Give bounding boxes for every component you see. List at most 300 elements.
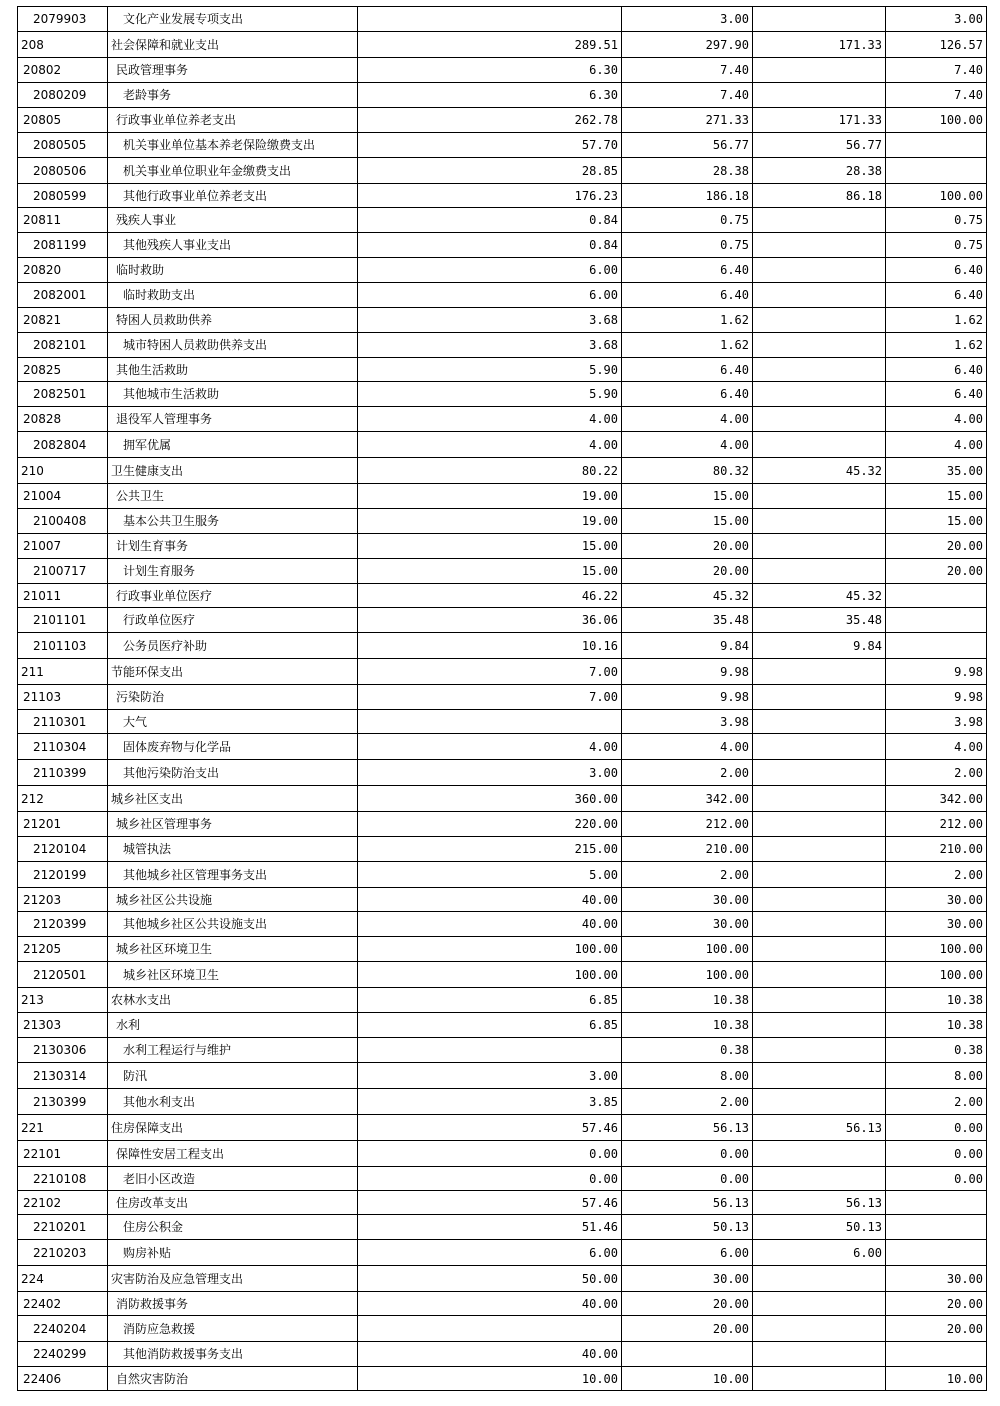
basic-expenditure-cell bbox=[753, 837, 886, 862]
subject-code-cell: 22101 bbox=[18, 1141, 108, 1167]
table-row bbox=[18, 283, 987, 308]
current-year-amount-cell: 9.84 bbox=[622, 633, 753, 659]
subject-code-cell: 2082101 bbox=[18, 333, 108, 358]
subject-name-cell: 住房保障支出 bbox=[108, 1115, 358, 1141]
basic-expenditure-cell bbox=[753, 1013, 886, 1038]
project-expenditure-cell: 2.00 bbox=[886, 760, 987, 786]
subject-code-cell: 2110301 bbox=[18, 710, 108, 734]
project-expenditure-cell: 0.75 bbox=[886, 233, 987, 258]
prior-year-amount-cell: 6.00 bbox=[358, 1240, 622, 1266]
subject-code-cell: 2110399 bbox=[18, 760, 108, 786]
basic-expenditure-cell bbox=[753, 534, 886, 559]
subject-code-cell: 21303 bbox=[18, 1013, 108, 1038]
current-year-amount-cell: 0.38 bbox=[622, 1038, 753, 1063]
prior-year-amount-cell: 176.23 bbox=[358, 184, 622, 208]
basic-expenditure-cell: 45.32 bbox=[753, 458, 886, 484]
subject-name-cell: 临时救助 bbox=[108, 258, 358, 283]
current-year-amount-cell: 7.40 bbox=[622, 83, 753, 108]
subject-name-cell: 行政事业单位医疗 bbox=[108, 584, 358, 608]
current-year-amount-cell: 8.00 bbox=[622, 1063, 753, 1089]
basic-expenditure-cell bbox=[753, 685, 886, 710]
table-row bbox=[18, 158, 987, 184]
prior-year-amount-cell: 40.00 bbox=[358, 912, 622, 937]
prior-year-amount-cell: 6.85 bbox=[358, 1013, 622, 1038]
project-expenditure-cell: 3.98 bbox=[886, 710, 987, 734]
current-year-amount-cell: 56.13 bbox=[622, 1115, 753, 1141]
current-year-amount-cell: 297.90 bbox=[622, 32, 753, 58]
table-row bbox=[18, 1115, 987, 1141]
subject-name-cell: 老旧小区改造 bbox=[108, 1167, 358, 1191]
prior-year-amount-cell: 46.22 bbox=[358, 584, 622, 608]
prior-year-amount-cell: 3.68 bbox=[358, 308, 622, 333]
prior-year-amount-cell: 50.00 bbox=[358, 1266, 622, 1292]
prior-year-amount-cell: 36.06 bbox=[358, 608, 622, 633]
subject-name-cell: 城乡社区公共设施 bbox=[108, 888, 358, 912]
basic-expenditure-cell: 56.13 bbox=[753, 1115, 886, 1141]
table-row bbox=[18, 1191, 987, 1215]
subject-name-cell: 临时救助支出 bbox=[108, 283, 358, 308]
current-year-amount-cell: 9.98 bbox=[622, 659, 753, 685]
subject-name-cell: 基本公共卫生服务 bbox=[108, 509, 358, 534]
table-row bbox=[18, 1240, 987, 1266]
subject-code-cell: 21103 bbox=[18, 685, 108, 710]
table-row bbox=[18, 1167, 987, 1191]
project-expenditure-cell: 4.00 bbox=[886, 734, 987, 760]
current-year-amount-cell: 0.00 bbox=[622, 1141, 753, 1167]
table-row bbox=[18, 407, 987, 432]
basic-expenditure-cell bbox=[753, 812, 886, 837]
subject-name-cell: 拥军优属 bbox=[108, 432, 358, 458]
subject-code-cell: 21004 bbox=[18, 484, 108, 509]
table-row bbox=[18, 1292, 987, 1316]
project-expenditure-cell: 10.00 bbox=[886, 1367, 987, 1391]
subject-name-cell: 固体废弃物与化学品 bbox=[108, 734, 358, 760]
current-year-amount-cell: 3.98 bbox=[622, 710, 753, 734]
prior-year-amount-cell: 15.00 bbox=[358, 534, 622, 559]
subject-name-cell: 购房补贴 bbox=[108, 1240, 358, 1266]
subject-code-cell: 21203 bbox=[18, 888, 108, 912]
subject-code-cell: 2120104 bbox=[18, 837, 108, 862]
project-expenditure-cell: 30.00 bbox=[886, 912, 987, 937]
basic-expenditure-cell bbox=[753, 1089, 886, 1115]
basic-expenditure-cell bbox=[753, 83, 886, 108]
subject-name-cell: 其他城市生活救助 bbox=[108, 382, 358, 407]
prior-year-amount-cell: 6.30 bbox=[358, 83, 622, 108]
current-year-amount-cell: 45.32 bbox=[622, 584, 753, 608]
project-expenditure-cell: 30.00 bbox=[886, 1266, 987, 1292]
project-expenditure-cell: 0.00 bbox=[886, 1141, 987, 1167]
basic-expenditure-cell bbox=[753, 1038, 886, 1063]
table-row bbox=[18, 937, 987, 962]
basic-expenditure-cell bbox=[753, 1316, 886, 1342]
subject-code-cell: 21201 bbox=[18, 812, 108, 837]
project-expenditure-cell bbox=[886, 584, 987, 608]
subject-name-cell: 特困人员救助供养 bbox=[108, 308, 358, 333]
basic-expenditure-cell bbox=[753, 308, 886, 333]
current-year-amount-cell: 342.00 bbox=[622, 786, 753, 812]
table-row bbox=[18, 509, 987, 534]
project-expenditure-cell: 9.98 bbox=[886, 685, 987, 710]
project-expenditure-cell: 4.00 bbox=[886, 432, 987, 458]
prior-year-amount-cell: 6.30 bbox=[358, 58, 622, 83]
current-year-amount-cell: 9.98 bbox=[622, 685, 753, 710]
prior-year-amount-cell bbox=[358, 1316, 622, 1342]
subject-name-cell: 保障性安居工程支出 bbox=[108, 1141, 358, 1167]
basic-expenditure-cell bbox=[753, 862, 886, 888]
current-year-amount-cell: 1.62 bbox=[622, 308, 753, 333]
subject-code-cell: 22102 bbox=[18, 1191, 108, 1215]
subject-code-cell: 2130314 bbox=[18, 1063, 108, 1089]
project-expenditure-cell: 210.00 bbox=[886, 837, 987, 862]
current-year-amount-cell: 20.00 bbox=[622, 534, 753, 559]
table-row bbox=[18, 1141, 987, 1167]
subject-name-cell: 其他污染防治支出 bbox=[108, 760, 358, 786]
basic-expenditure-cell: 171.33 bbox=[753, 32, 886, 58]
basic-expenditure-cell bbox=[753, 760, 886, 786]
basic-expenditure-cell bbox=[753, 1141, 886, 1167]
basic-expenditure-cell bbox=[753, 1266, 886, 1292]
basic-expenditure-cell bbox=[753, 333, 886, 358]
subject-name-cell: 消防应急救援 bbox=[108, 1316, 358, 1342]
subject-code-cell: 21205 bbox=[18, 937, 108, 962]
prior-year-amount-cell bbox=[358, 7, 622, 32]
table-row bbox=[18, 912, 987, 937]
current-year-amount-cell: 20.00 bbox=[622, 1292, 753, 1316]
subject-name-cell: 行政事业单位养老支出 bbox=[108, 108, 358, 133]
table-row bbox=[18, 608, 987, 633]
prior-year-amount-cell: 57.46 bbox=[358, 1115, 622, 1141]
table-row bbox=[18, 133, 987, 158]
subject-name-cell: 其他生活救助 bbox=[108, 358, 358, 382]
subject-code-cell: 20825 bbox=[18, 358, 108, 382]
subject-code-cell: 2082001 bbox=[18, 283, 108, 308]
subject-name-cell: 计划生育服务 bbox=[108, 559, 358, 584]
subject-name-cell: 残疾人事业 bbox=[108, 208, 358, 233]
subject-code-cell: 2080505 bbox=[18, 133, 108, 158]
prior-year-amount-cell: 57.46 bbox=[358, 1191, 622, 1215]
project-expenditure-cell: 100.00 bbox=[886, 962, 987, 988]
table-row bbox=[18, 559, 987, 584]
basic-expenditure-cell bbox=[753, 484, 886, 509]
prior-year-amount-cell: 5.90 bbox=[358, 358, 622, 382]
subject-name-cell: 其他残疾人事业支出 bbox=[108, 233, 358, 258]
table-row bbox=[18, 659, 987, 685]
basic-expenditure-cell bbox=[753, 1292, 886, 1316]
current-year-amount-cell: 4.00 bbox=[622, 432, 753, 458]
project-expenditure-cell: 10.38 bbox=[886, 988, 987, 1013]
prior-year-amount-cell: 57.70 bbox=[358, 133, 622, 158]
subject-code-cell: 2120399 bbox=[18, 912, 108, 937]
subject-code-cell: 22402 bbox=[18, 1292, 108, 1316]
prior-year-amount-cell: 10.00 bbox=[358, 1367, 622, 1391]
table-row bbox=[18, 108, 987, 133]
prior-year-amount-cell: 6.85 bbox=[358, 988, 622, 1013]
table-row bbox=[18, 258, 987, 283]
project-expenditure-cell bbox=[886, 1342, 987, 1367]
subject-name-cell: 防汛 bbox=[108, 1063, 358, 1089]
subject-name-cell: 住房改革支出 bbox=[108, 1191, 358, 1215]
basic-expenditure-cell bbox=[753, 888, 886, 912]
table-row bbox=[18, 633, 987, 659]
prior-year-amount-cell: 0.00 bbox=[358, 1141, 622, 1167]
table-row bbox=[18, 382, 987, 407]
subject-name-cell: 灾害防治及应急管理支出 bbox=[108, 1266, 358, 1292]
project-expenditure-cell: 1.62 bbox=[886, 333, 987, 358]
current-year-amount-cell: 80.32 bbox=[622, 458, 753, 484]
subject-name-cell: 其他城乡社区管理事务支出 bbox=[108, 862, 358, 888]
subject-code-cell: 224 bbox=[18, 1266, 108, 1292]
current-year-amount-cell: 4.00 bbox=[622, 734, 753, 760]
prior-year-amount-cell: 5.90 bbox=[358, 382, 622, 407]
current-year-amount-cell: 15.00 bbox=[622, 484, 753, 509]
subject-code-cell: 20805 bbox=[18, 108, 108, 133]
project-expenditure-cell: 100.00 bbox=[886, 108, 987, 133]
subject-name-cell: 城乡社区环境卫生 bbox=[108, 962, 358, 988]
project-expenditure-cell bbox=[886, 133, 987, 158]
prior-year-amount-cell: 40.00 bbox=[358, 1292, 622, 1316]
project-expenditure-cell: 8.00 bbox=[886, 1063, 987, 1089]
subject-code-cell: 2210203 bbox=[18, 1240, 108, 1266]
current-year-amount-cell: 6.40 bbox=[622, 283, 753, 308]
prior-year-amount-cell: 3.68 bbox=[358, 333, 622, 358]
subject-name-cell: 其他水利支出 bbox=[108, 1089, 358, 1115]
table-row bbox=[18, 432, 987, 458]
budget-table bbox=[17, 6, 987, 1391]
subject-code-cell: 212 bbox=[18, 786, 108, 812]
current-year-amount-cell: 3.00 bbox=[622, 7, 753, 32]
project-expenditure-cell: 100.00 bbox=[886, 184, 987, 208]
current-year-amount-cell: 28.38 bbox=[622, 158, 753, 184]
table-row bbox=[18, 1013, 987, 1038]
basic-expenditure-cell bbox=[753, 1063, 886, 1089]
table-row bbox=[18, 837, 987, 862]
subject-code-cell: 2240204 bbox=[18, 1316, 108, 1342]
current-year-amount-cell: 30.00 bbox=[622, 1266, 753, 1292]
prior-year-amount-cell: 40.00 bbox=[358, 1342, 622, 1367]
current-year-amount-cell: 50.13 bbox=[622, 1215, 753, 1240]
prior-year-amount-cell: 6.00 bbox=[358, 258, 622, 283]
project-expenditure-cell: 15.00 bbox=[886, 509, 987, 534]
current-year-amount-cell: 210.00 bbox=[622, 837, 753, 862]
subject-name-cell: 水利工程运行与维护 bbox=[108, 1038, 358, 1063]
prior-year-amount-cell: 100.00 bbox=[358, 962, 622, 988]
project-expenditure-cell: 0.38 bbox=[886, 1038, 987, 1063]
prior-year-amount-cell: 28.85 bbox=[358, 158, 622, 184]
subject-code-cell: 2100717 bbox=[18, 559, 108, 584]
current-year-amount-cell: 15.00 bbox=[622, 509, 753, 534]
current-year-amount-cell: 20.00 bbox=[622, 1316, 753, 1342]
basic-expenditure-cell bbox=[753, 233, 886, 258]
basic-expenditure-cell: 28.38 bbox=[753, 158, 886, 184]
table-row bbox=[18, 988, 987, 1013]
table-row bbox=[18, 83, 987, 108]
current-year-amount-cell: 30.00 bbox=[622, 888, 753, 912]
current-year-amount-cell: 56.13 bbox=[622, 1191, 753, 1215]
table-row bbox=[18, 1266, 987, 1292]
basic-expenditure-cell bbox=[753, 258, 886, 283]
table-row bbox=[18, 786, 987, 812]
subject-name-cell: 其他消防救援事务支出 bbox=[108, 1342, 358, 1367]
prior-year-amount-cell: 262.78 bbox=[358, 108, 622, 133]
subject-name-cell: 城乡社区支出 bbox=[108, 786, 358, 812]
project-expenditure-cell bbox=[886, 1191, 987, 1215]
project-expenditure-cell: 2.00 bbox=[886, 1089, 987, 1115]
current-year-amount-cell: 100.00 bbox=[622, 962, 753, 988]
prior-year-amount-cell: 0.00 bbox=[358, 1167, 622, 1191]
current-year-amount-cell: 0.00 bbox=[622, 1167, 753, 1191]
subject-name-cell: 公务员医疗补助 bbox=[108, 633, 358, 659]
subject-name-cell: 文化产业发展专项支出 bbox=[108, 7, 358, 32]
subject-name-cell: 自然灾害防治 bbox=[108, 1367, 358, 1391]
project-expenditure-cell: 1.62 bbox=[886, 308, 987, 333]
subject-code-cell: 20828 bbox=[18, 407, 108, 432]
prior-year-amount-cell: 3.00 bbox=[358, 760, 622, 786]
table-row bbox=[18, 584, 987, 608]
budget-table-body bbox=[18, 7, 987, 1391]
table-row bbox=[18, 333, 987, 358]
prior-year-amount-cell: 220.00 bbox=[358, 812, 622, 837]
table-row bbox=[18, 58, 987, 83]
project-expenditure-cell bbox=[886, 608, 987, 633]
basic-expenditure-cell bbox=[753, 382, 886, 407]
current-year-amount-cell: 2.00 bbox=[622, 862, 753, 888]
prior-year-amount-cell: 80.22 bbox=[358, 458, 622, 484]
project-expenditure-cell: 7.40 bbox=[886, 58, 987, 83]
subject-code-cell: 2101101 bbox=[18, 608, 108, 633]
subject-code-cell: 210 bbox=[18, 458, 108, 484]
basic-expenditure-cell bbox=[753, 1367, 886, 1391]
table-row bbox=[18, 458, 987, 484]
basic-expenditure-cell bbox=[753, 659, 886, 685]
basic-expenditure-cell bbox=[753, 432, 886, 458]
current-year-amount-cell: 100.00 bbox=[622, 937, 753, 962]
basic-expenditure-cell bbox=[753, 7, 886, 32]
basic-expenditure-cell: 35.48 bbox=[753, 608, 886, 633]
basic-expenditure-cell: 6.00 bbox=[753, 1240, 886, 1266]
project-expenditure-cell: 30.00 bbox=[886, 888, 987, 912]
subject-name-cell: 老龄事务 bbox=[108, 83, 358, 108]
current-year-amount-cell: 212.00 bbox=[622, 812, 753, 837]
prior-year-amount-cell: 19.00 bbox=[358, 484, 622, 509]
project-expenditure-cell bbox=[886, 1215, 987, 1240]
prior-year-amount-cell: 0.84 bbox=[358, 208, 622, 233]
prior-year-amount-cell: 5.00 bbox=[358, 862, 622, 888]
prior-year-amount-cell: 7.00 bbox=[358, 685, 622, 710]
subject-code-cell: 2079903 bbox=[18, 7, 108, 32]
subject-code-cell: 2101103 bbox=[18, 633, 108, 659]
prior-year-amount-cell: 4.00 bbox=[358, 407, 622, 432]
project-expenditure-cell: 10.38 bbox=[886, 1013, 987, 1038]
subject-name-cell: 机关事业单位基本养老保险缴费支出 bbox=[108, 133, 358, 158]
subject-name-cell: 卫生健康支出 bbox=[108, 458, 358, 484]
subject-code-cell: 22406 bbox=[18, 1367, 108, 1391]
current-year-amount-cell: 6.40 bbox=[622, 358, 753, 382]
project-expenditure-cell: 4.00 bbox=[886, 407, 987, 432]
project-expenditure-cell bbox=[886, 1240, 987, 1266]
subject-code-cell: 2100408 bbox=[18, 509, 108, 534]
prior-year-amount-cell: 215.00 bbox=[358, 837, 622, 862]
subject-code-cell: 20802 bbox=[18, 58, 108, 83]
subject-name-cell: 民政管理事务 bbox=[108, 58, 358, 83]
project-expenditure-cell: 100.00 bbox=[886, 937, 987, 962]
basic-expenditure-cell bbox=[753, 962, 886, 988]
subject-code-cell: 2120501 bbox=[18, 962, 108, 988]
project-expenditure-cell: 0.75 bbox=[886, 208, 987, 233]
table-row bbox=[18, 1063, 987, 1089]
project-expenditure-cell: 342.00 bbox=[886, 786, 987, 812]
project-expenditure-cell: 6.40 bbox=[886, 382, 987, 407]
table-row bbox=[18, 358, 987, 382]
subject-name-cell: 污染防治 bbox=[108, 685, 358, 710]
project-expenditure-cell: 15.00 bbox=[886, 484, 987, 509]
project-expenditure-cell: 2.00 bbox=[886, 862, 987, 888]
basic-expenditure-cell: 45.32 bbox=[753, 584, 886, 608]
prior-year-amount-cell: 360.00 bbox=[358, 786, 622, 812]
subject-name-cell: 其他行政事业单位养老支出 bbox=[108, 184, 358, 208]
subject-code-cell: 208 bbox=[18, 32, 108, 58]
subject-code-cell: 2120199 bbox=[18, 862, 108, 888]
project-expenditure-cell: 9.98 bbox=[886, 659, 987, 685]
subject-name-cell: 城管执法 bbox=[108, 837, 358, 862]
subject-name-cell: 城市特困人员救助供养支出 bbox=[108, 333, 358, 358]
subject-code-cell: 2110304 bbox=[18, 734, 108, 760]
prior-year-amount-cell: 3.85 bbox=[358, 1089, 622, 1115]
basic-expenditure-cell: 50.13 bbox=[753, 1215, 886, 1240]
basic-expenditure-cell bbox=[753, 407, 886, 432]
current-year-amount-cell bbox=[622, 1342, 753, 1367]
current-year-amount-cell: 2.00 bbox=[622, 760, 753, 786]
basic-expenditure-cell bbox=[753, 734, 886, 760]
current-year-amount-cell: 0.75 bbox=[622, 208, 753, 233]
project-expenditure-cell: 6.40 bbox=[886, 283, 987, 308]
subject-name-cell: 节能环保支出 bbox=[108, 659, 358, 685]
subject-code-cell: 2082501 bbox=[18, 382, 108, 407]
prior-year-amount-cell: 19.00 bbox=[358, 509, 622, 534]
basic-expenditure-cell bbox=[753, 559, 886, 584]
project-expenditure-cell: 3.00 bbox=[886, 7, 987, 32]
subject-code-cell: 2210201 bbox=[18, 1215, 108, 1240]
table-row bbox=[18, 862, 987, 888]
current-year-amount-cell: 2.00 bbox=[622, 1089, 753, 1115]
project-expenditure-cell: 20.00 bbox=[886, 534, 987, 559]
current-year-amount-cell: 7.40 bbox=[622, 58, 753, 83]
subject-code-cell: 2082804 bbox=[18, 432, 108, 458]
subject-code-cell: 2240299 bbox=[18, 1342, 108, 1367]
project-expenditure-cell: 35.00 bbox=[886, 458, 987, 484]
basic-expenditure-cell bbox=[753, 58, 886, 83]
prior-year-amount-cell: 4.00 bbox=[358, 432, 622, 458]
table-row bbox=[18, 1038, 987, 1063]
basic-expenditure-cell bbox=[753, 988, 886, 1013]
subject-name-cell: 退役军人管理事务 bbox=[108, 407, 358, 432]
project-expenditure-cell: 6.40 bbox=[886, 258, 987, 283]
current-year-amount-cell: 6.00 bbox=[622, 1240, 753, 1266]
table-row bbox=[18, 888, 987, 912]
subject-code-cell: 2080209 bbox=[18, 83, 108, 108]
subject-name-cell: 大气 bbox=[108, 710, 358, 734]
basic-expenditure-cell bbox=[753, 710, 886, 734]
subject-name-cell: 住房公积金 bbox=[108, 1215, 358, 1240]
table-row bbox=[18, 534, 987, 559]
prior-year-amount-cell: 6.00 bbox=[358, 283, 622, 308]
project-expenditure-cell: 0.00 bbox=[886, 1115, 987, 1141]
basic-expenditure-cell bbox=[753, 208, 886, 233]
prior-year-amount-cell: 10.16 bbox=[358, 633, 622, 659]
project-expenditure-cell: 20.00 bbox=[886, 1292, 987, 1316]
current-year-amount-cell: 10.38 bbox=[622, 988, 753, 1013]
subject-code-cell: 21011 bbox=[18, 584, 108, 608]
prior-year-amount-cell: 100.00 bbox=[358, 937, 622, 962]
